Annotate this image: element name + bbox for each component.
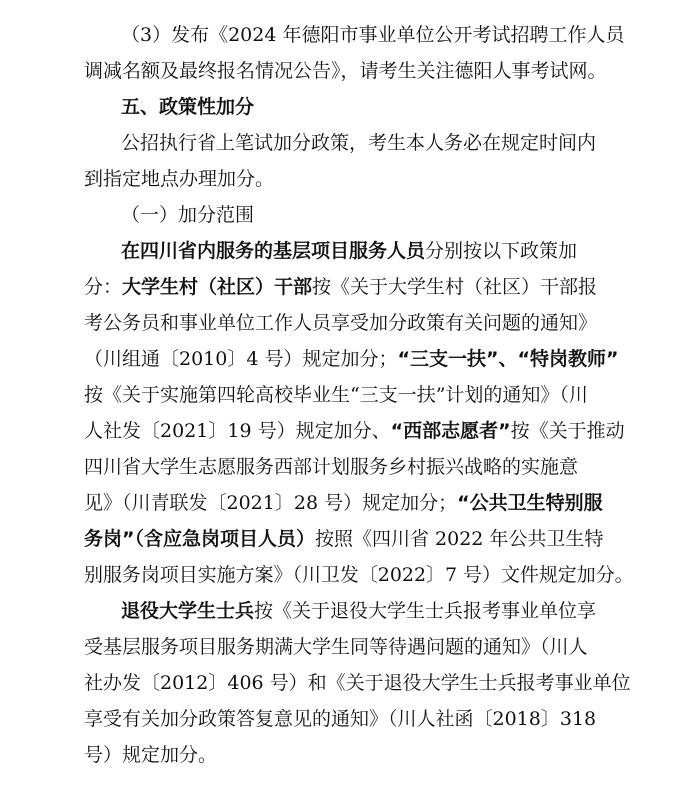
text-line [0,274,674,300]
text-line [0,706,674,732]
text-run: 分： [84,276,123,298]
text-line [0,382,674,408]
text-run: 享受有关加分政策答复意见的通知》（川人社函〔2018〕318 [84,708,597,730]
text-run-bold: “公共卫生特别服 [457,492,603,514]
text-run: 五、政策性加分 [121,96,255,118]
subsection-heading [0,202,674,228]
text-run: 调减名额及最终报名情况公告》，请考生关注德阳人事考试网。 [84,60,607,82]
text-run: 按《关于实施第四轮高校毕业生“三支一扶”计划的通知》（川 [84,384,588,406]
text-line [0,490,674,516]
text-line [0,238,674,264]
text-run: 四川省大学生志愿服务西部计划服务乡村振兴战略的实施意 [84,456,579,478]
text-run-bold: “西部志愿者” [390,420,511,442]
text-run-bold: 在四川省内服务的基层项目服务人员 [121,240,426,262]
text-run: 人社发〔2021〕19 号）规定加分、 [84,420,391,442]
text-run-bold: “三支一扶”、“特岗教师” [397,348,619,370]
text-line [0,418,674,444]
text-run: 别服务岗项目实施方案》（川卫发〔2022〕7 号）文件规定加分。 [84,564,634,586]
text-line [0,22,674,48]
text-line [0,634,674,660]
text-run: 号）规定加分。 [84,744,218,766]
text-line [0,598,674,624]
text-run-bold: 务岗”（含应急岗项目人员） [84,528,315,550]
section-heading [0,94,674,120]
text-run: 按《关于大学生村（社区）干部报 [312,276,598,298]
text-line [0,454,674,480]
text-run: 按照《四川省 2022 年公共卫生特 [315,528,604,550]
text-line [0,166,674,192]
text-run: （3）发布《2024 年德阳市事业单位公开考试招聘工作人员 [121,24,625,46]
text-run-bold: 退役大学生士兵 [121,600,255,622]
text-run: 到指定地点办理加分。 [84,168,275,190]
text-line [0,742,674,768]
text-run-bold: 大学生村（社区）干部 [122,276,313,298]
text-run: 见》（川青联发〔2021〕28 号）规定加分； [84,492,458,514]
text-line [0,346,674,372]
text-run: 按《关于退役大学生士兵报考事业单位享 [254,600,597,622]
text-run: 考公务员和事业单位工作人员享受加分政策有关问题的通知》 [84,312,598,334]
text-line [0,130,674,156]
text-line [0,310,674,336]
text-run: 受基层服务项目服务期满大学生同等待遇问题的通知》（川人 [84,636,588,658]
text-run: （一）加分范围 [121,204,255,226]
text-run: 分别按以下政策加 [425,240,578,262]
text-line [0,526,674,552]
text-run: 公招执行省上笔试加分政策，考生本人务必在规定时间内 [121,132,597,154]
text-line [0,58,674,84]
text-run: 按《关于推动 [510,420,625,442]
text-line [0,670,674,696]
text-run: 社办发〔2012〕406 号）和《关于退役大学生士兵报考事业单位 [84,672,631,694]
text-line [0,562,674,588]
text-run: （川组通〔2010〕4 号）规定加分； [84,348,398,370]
